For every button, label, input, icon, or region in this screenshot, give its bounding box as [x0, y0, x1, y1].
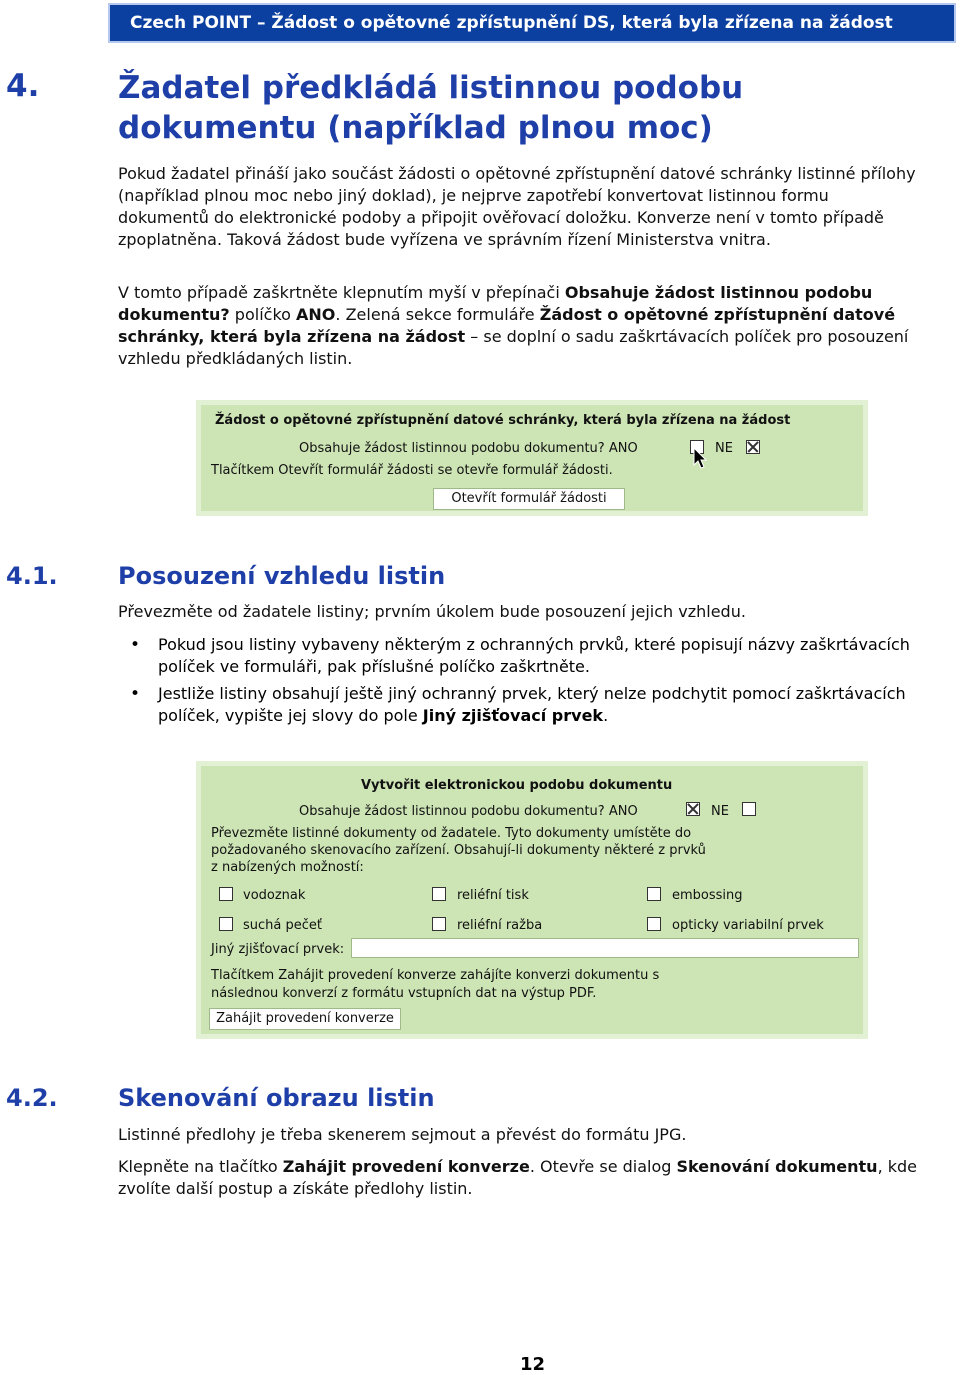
instruction-line: následnou konverzí z formátu vstupních dat na výstup PDF.: [211, 986, 597, 1001]
document-header: [108, 3, 956, 43]
dry-seal-checkbox[interactable]: [219, 917, 233, 931]
start-conversion-button[interactable]: Zahájit provedení konverze: [209, 1008, 401, 1030]
ne-label: NE: [715, 441, 733, 456]
document-question-label: Obsahuje žádost listinnou podobu dokumentu? ANO: [299, 441, 638, 456]
subsection-heading: Posouzení vzhledu listin: [118, 562, 446, 590]
ne-checkbox[interactable]: [742, 802, 756, 816]
other-element-label: Jiný zjišťovací prvek:: [211, 942, 345, 957]
section-heading-line2: dokumentu (například plnou moc): [118, 110, 713, 146]
header-title: Czech POINT – Žádost o opětovné zpřístupnění DS, která byla zřízena na žádost: [130, 13, 893, 33]
ne-checkbox[interactable]: [746, 440, 760, 454]
instruction-paragraph: [118, 282, 918, 370]
list-item-text: .: [603, 706, 609, 725]
ne-label: NE: [711, 804, 729, 819]
bullet-list: [118, 634, 918, 732]
instruction-line: Tlačítkem Zahájit provedení konverze zahájíte konverzi dokumentu s: [211, 968, 660, 983]
para-bold: Žádost o opětovné zpřístupnění datové schránky, která byla zřízena na žádost: [118, 305, 896, 346]
para-text: . Zelená sekce formuláře: [335, 305, 540, 324]
section-heading-line1: Žadatel předkládá listinnou podobu: [118, 70, 744, 106]
para-text: , kde zvolíte další postup a získáte předlohy listin.: [118, 1157, 918, 1198]
para-text: Klepněte na tlačítko: [118, 1157, 283, 1176]
option-label: reliéfní ražba: [457, 918, 543, 933]
list-item-text: Jestliže listiny obsahují ještě jiný ochranný prvek, který nelze podchytit pomocí zaškrtávacích políček, vypište jej slovy do pole: [158, 684, 906, 725]
description-line: z nabízených možností:: [211, 860, 364, 875]
scan-paragraph: Listinné předlohy je třeba skenerem sejmout a převést do formátu JPG.: [118, 1125, 687, 1144]
section-number: 4.: [6, 68, 40, 104]
request-form-panel: [196, 400, 868, 516]
subsection-number: 4.2.: [6, 1084, 58, 1112]
mouse-cursor-icon: [693, 447, 711, 471]
para-bold: Zahájit provedení konverze: [282, 1157, 530, 1176]
description-line: požadovaného skenovacího zařízení. Obsahují-li dokumenty některé z prvků: [211, 843, 706, 858]
para-bold: Obsahuje žádost listinnou podobu dokumentu?: [118, 283, 873, 324]
scan-instruction-paragraph: [118, 1156, 918, 1200]
para-text: – se doplní o sadu zaškrtávacích políček pro posouzení vzhledu předkládaných listin.: [118, 327, 909, 368]
embossing-checkbox[interactable]: [647, 887, 661, 901]
para-text: políčko: [229, 305, 297, 324]
list-item: • Pokud jsou listiny vybaveny některým z ochranných prvků, které popisují názvy zaškrtávacích políček ve formuláři, pak příslušné políčko zaškrtněte.: [118, 634, 918, 678]
option-label: suchá pečeť: [243, 918, 322, 933]
subsection-number: 4.1.: [6, 562, 58, 590]
para-bold: Skenování dokumentu: [676, 1157, 878, 1176]
panel-title: Žádost o opětovné zpřístupnění datové schránky, která byla zřízena na žádost: [215, 413, 791, 428]
option-label: embossing: [672, 888, 743, 903]
subsection-intro: Převezměte od žadatele listiny; prvním úkolem bude posouzení jejich vzhledu.: [118, 602, 746, 621]
instruction-label: Tlačítkem Otevřít formulář žádosti se otevře formulář žádosti.: [211, 463, 613, 478]
para-bold: ANO: [296, 305, 336, 324]
para-text: V tomto případě zaškrtněte klepnutím myší v přepínači: [118, 283, 565, 302]
panel-title: Vytvořit elektronickou podobu dokumentu: [361, 778, 673, 793]
optically-variable-checkbox[interactable]: [647, 917, 661, 931]
option-label: reliéfní tisk: [457, 888, 529, 903]
open-form-button[interactable]: Otevřít formulář žádosti: [433, 488, 625, 510]
subsection-heading: Skenování obrazu listin: [118, 1084, 435, 1112]
para-text: . Otevře se dialog: [529, 1157, 677, 1176]
intro-paragraph: Pokud žadatel přináší jako součást žádosti o opětovné zpřístupnění datové schránky listinné přílohy (například plnou moc nebo jiný doklad), je nejprve zapotřebí konvertovat listinnou formu dokumentů do elektronické podoby a připojit ověřovací doložku. Konverze není v tomto případě zpoplatněna. Taková žádost bude vyřízena ve správním řízení Ministerstva vnitra.: [118, 164, 916, 249]
page-number: 12: [520, 1354, 546, 1375]
list-item: [118, 683, 918, 727]
list-item-bold: Jiný zjišťovací prvek: [422, 706, 604, 725]
ano-checkbox[interactable]: [686, 802, 700, 816]
description-line: Převezměte listinné dokumenty od žadatele. Tyto dokumenty umístěte do: [211, 826, 692, 841]
option-label: vodoznak: [243, 888, 306, 903]
section-heading: [118, 68, 743, 148]
option-label: opticky variabilní prvek: [672, 918, 824, 933]
other-element-input[interactable]: [351, 938, 859, 958]
document-question-label: Obsahuje žádost listinnou podobu dokumentu? ANO: [299, 804, 638, 819]
conversion-form-panel: [196, 761, 868, 1039]
relief-print-checkbox[interactable]: [432, 887, 446, 901]
relief-stamp-checkbox[interactable]: [432, 917, 446, 931]
vodoznak-checkbox[interactable]: [219, 887, 233, 901]
